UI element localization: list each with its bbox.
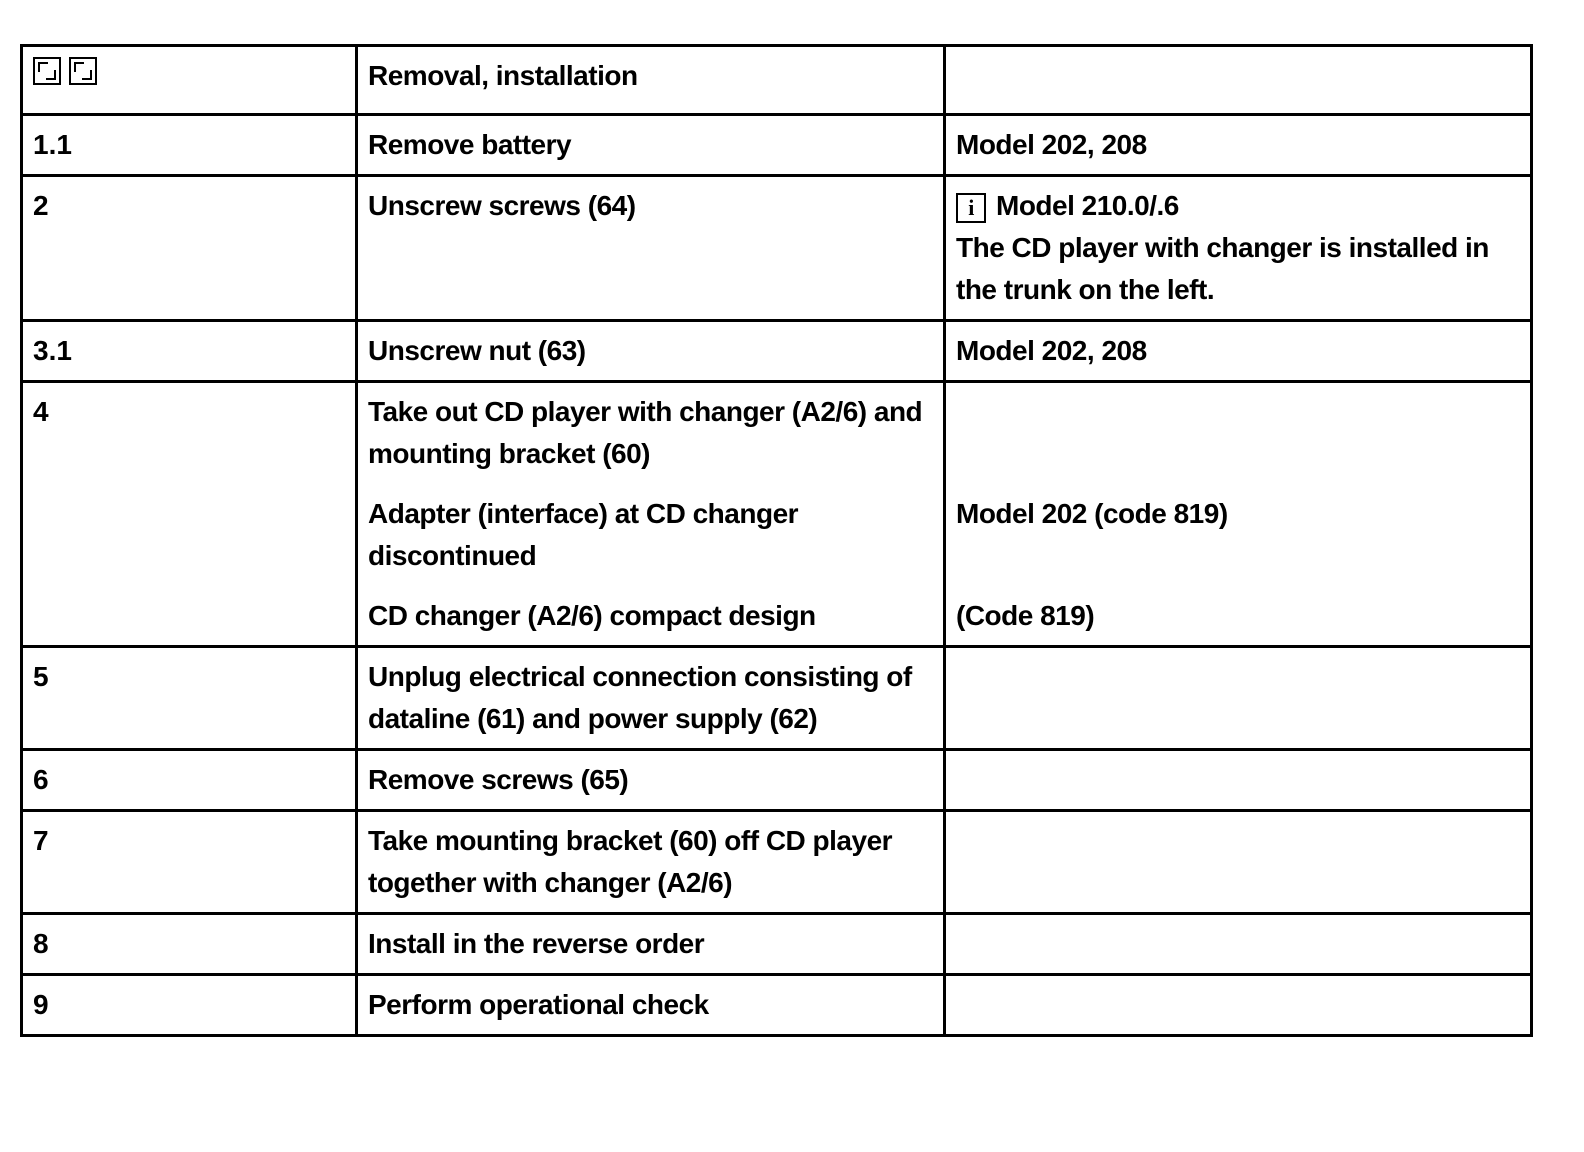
step-number: 7 — [22, 811, 357, 914]
info-icon: i — [956, 193, 986, 223]
step-number: 9 — [22, 975, 357, 1036]
step-action: Adapter (interface) at CD changer discontinued — [368, 498, 799, 571]
step-note-cell — [945, 382, 1532, 647]
step-number: 2 — [22, 176, 357, 321]
step-note — [945, 811, 1532, 914]
step-action-cell — [357, 382, 945, 647]
installation-icon — [69, 57, 97, 85]
step-note: Model 202, 208 — [945, 115, 1532, 176]
step-note: Model 202 (code 819) — [956, 498, 1228, 529]
step-action: Unplug electrical connection consisting of dataline (61) and power supply (62) — [357, 647, 945, 750]
step-action: Unscrew nut (63) — [357, 321, 945, 382]
step-note — [945, 647, 1532, 750]
step-note — [956, 391, 1520, 475]
step-number: 4 — [22, 382, 357, 647]
table-row — [22, 647, 1532, 750]
step-action: Take mounting bracket (60) off CD player together with changer (A2/6) — [357, 811, 945, 914]
step-action: Install in the reverse order — [357, 914, 945, 975]
step-note: (Code 819) — [956, 600, 1095, 631]
table-row — [22, 914, 1532, 975]
step-action: Remove battery — [357, 115, 945, 176]
step-number: 5 — [22, 647, 357, 750]
step-note: Model 202, 208 — [945, 321, 1532, 382]
table-row — [22, 321, 1532, 382]
table-row — [22, 115, 1532, 176]
table-row — [22, 750, 1532, 811]
header-empty-cell — [945, 46, 1532, 115]
procedure-table — [20, 44, 1533, 1037]
step-note — [945, 750, 1532, 811]
table-row — [22, 975, 1532, 1036]
table-row — [22, 382, 1532, 647]
step-note-cell — [945, 176, 1532, 321]
step-number: 8 — [22, 914, 357, 975]
step-note — [945, 975, 1532, 1036]
step-action: Unscrew screws (64) — [357, 176, 945, 321]
step-note — [945, 914, 1532, 975]
table-row — [22, 811, 1532, 914]
header-icons-cell — [22, 46, 357, 115]
step-number: 6 — [22, 750, 357, 811]
step-note: The CD player with changer is installed in the trunk on the left. — [956, 232, 1489, 305]
note-title: Model 210.0/.6 — [996, 190, 1179, 221]
removal-icon — [33, 57, 61, 85]
step-number: 3.1 — [22, 321, 357, 382]
step-number: 1.1 — [22, 115, 357, 176]
table-row — [22, 176, 1532, 321]
header-title: Removal, installation — [357, 46, 945, 115]
header-row — [22, 46, 1532, 115]
step-action: Perform operational check — [357, 975, 945, 1036]
step-action: CD changer (A2/6) compact design — [368, 600, 816, 631]
step-action: Remove screws (65) — [357, 750, 945, 811]
step-action: Take out CD player with changer (A2/6) and mounting bracket (60) — [368, 396, 923, 469]
